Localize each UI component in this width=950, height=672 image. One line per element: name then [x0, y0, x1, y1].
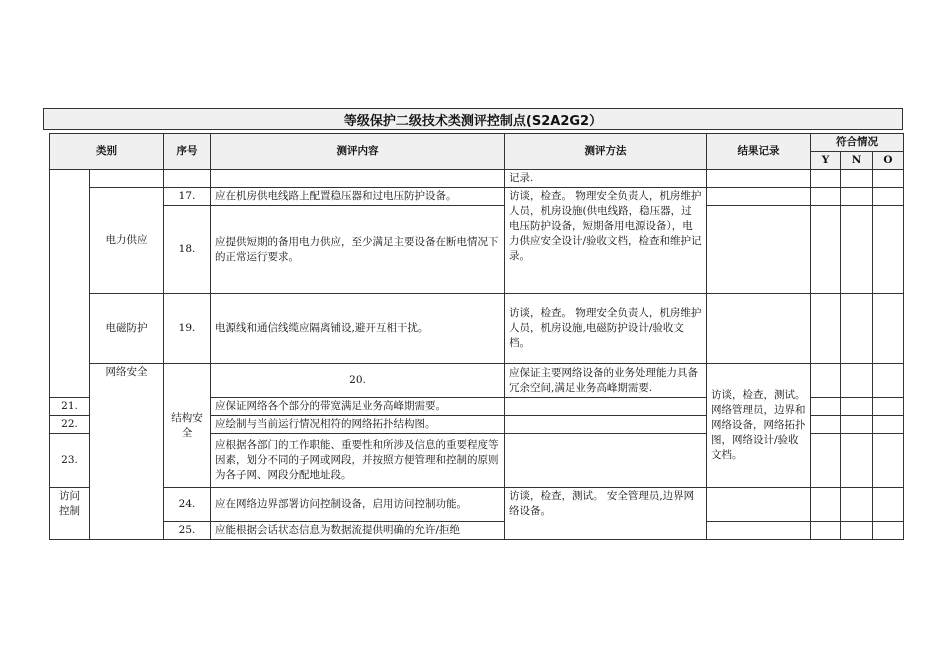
content-cell: 应保证网络各个部分的带宽满足业务高峰期需要。 — [211, 398, 505, 416]
table-row — [50, 522, 904, 540]
header-compliance: 符合情况 — [811, 134, 904, 152]
seq-cell: 25. — [164, 522, 211, 540]
seq-cell: 24. — [164, 488, 211, 522]
header-row — [50, 134, 904, 152]
control-points-table — [49, 133, 904, 540]
table-title: 等级保护二级技术类测评控制点(S2A2G2） — [43, 108, 903, 130]
seq-cell: 19. — [164, 294, 211, 364]
method-cell: 访谈，检查。 物理安全负责人，机房维护人员，机房设施(供电线路，稳压器，过电压防护设备，短期备用电源设备），电力供应安全设计/验收文档，检查和维护记录。 — [505, 188, 707, 294]
category-cell-physical — [50, 170, 90, 398]
seq-cell: 20. — [211, 364, 505, 398]
table-row — [50, 364, 904, 398]
seq-cell: 17. — [164, 188, 211, 206]
content-cell: 应根据各部门的工作职能、重要性和所涉及信息的重要程度等因素，划分不同的子网或网段，并按照方便管理和控制的原则为各子网、网段分配地址段。 — [211, 434, 505, 488]
header-seq: 序号 — [164, 134, 211, 170]
subcategory-access: 访问控制 — [50, 488, 90, 540]
seq-cell: 23. — [50, 434, 90, 488]
table-row — [50, 294, 904, 364]
table-row — [50, 206, 904, 294]
content-cell: 应在网络边界部署访问控制设备，启用访问控制功能。 — [211, 488, 505, 522]
content-cell: 应绘制与当前运行情况相符的网络拓扑结构图。 — [211, 416, 505, 434]
content-cell: 应提供短期的备用电力供应，至少满足主要设备在断电情况下的正常运行要求。 — [211, 206, 505, 294]
seq-cell: 22. — [50, 416, 90, 434]
subcategory-power: 电力供应 — [90, 188, 164, 294]
subcategory-emc: 电磁防护 — [90, 294, 164, 364]
subcategory-structure: 结构安全 — [164, 364, 211, 488]
method-cell: 访谈，检查。 物理安全负责人，机房维护人员，机房设施,电磁防护设计/验收文档。 — [505, 294, 707, 364]
content-cell: 应能根据会话状态信息为数据流提供明确的允许/拒绝 — [211, 522, 505, 540]
method-cell: 访谈，检查，测试。 网络管理员，边界和网络设备，网络拓扑图，网络设计/验收文档。 — [707, 364, 811, 488]
header-method: 测评方法 — [505, 134, 707, 170]
seq-cell: 21. — [50, 398, 90, 416]
content-cell: 电源线和通信线缆应隔离铺设,避开互相干扰。 — [211, 294, 505, 364]
header-n: N — [841, 152, 873, 170]
category-network: 网络安全 — [90, 364, 164, 540]
table-row — [50, 488, 904, 522]
method-cell: 记录. — [505, 170, 707, 188]
header-category: 类别 — [50, 134, 164, 170]
method-cell: 访谈，检查，测试。 安全管理员,边界网络设备。 — [505, 488, 707, 540]
header-content: 测评内容 — [211, 134, 505, 170]
header-y: Y — [811, 152, 841, 170]
seq-cell: 18. — [164, 206, 211, 294]
header-o: O — [873, 152, 904, 170]
content-cell: 应在机房供电线路上配置稳压器和过电压防护设备。 — [211, 188, 505, 206]
table-row — [50, 188, 904, 206]
content-cell: 应保证主要网络设备的业务处理能力具备冗余空间,满足业务高峰期需要. — [505, 364, 707, 398]
table-row — [50, 170, 904, 188]
header-result: 结果记录 — [707, 134, 811, 170]
